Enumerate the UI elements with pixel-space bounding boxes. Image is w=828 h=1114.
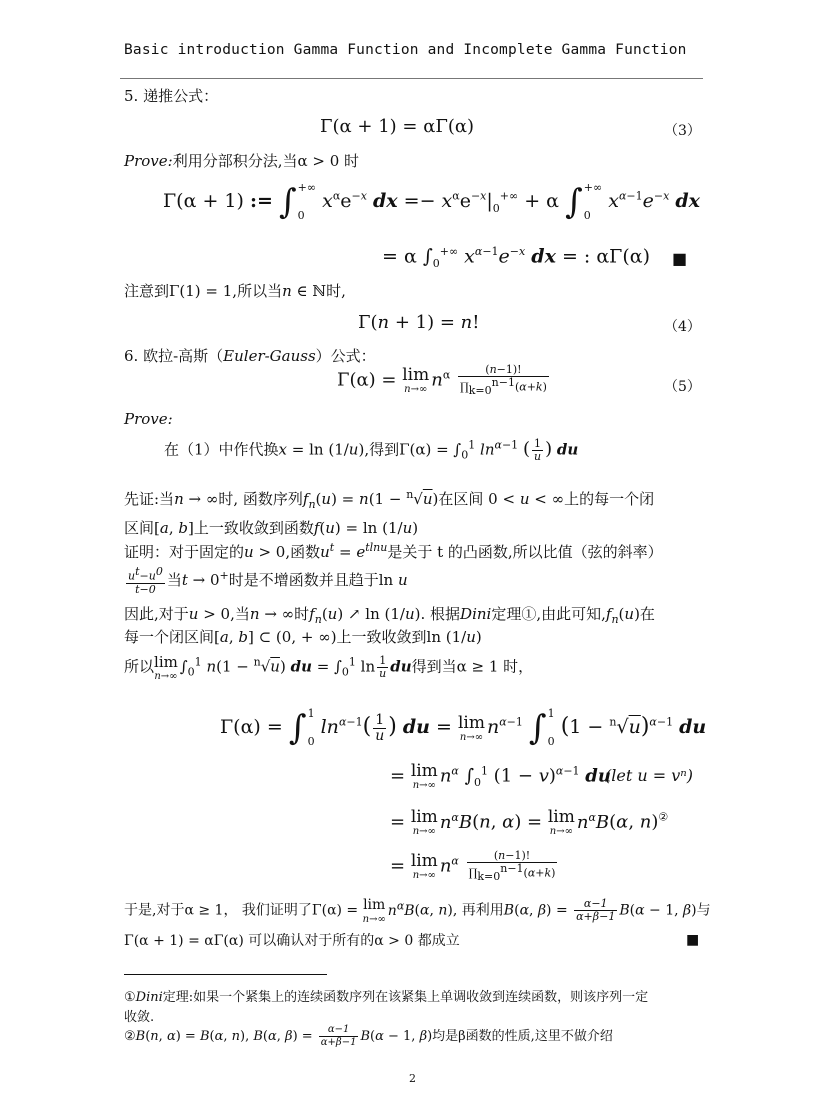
conclusion-line-2: Γ(α + 1) = αΓ(α) 可以确认对于所有的α > 0 都成立 <box>124 933 460 949</box>
footnote-separator <box>124 974 327 975</box>
derivation-line-4: = lim n→∞ $n^\alpha$ $\frac{(n-1)!}{\prod_{k=0}^{n-1}(\alpha+k)}$ <box>390 849 556 883</box>
so-line: 所以 lim n→∞ $\int_0^1$ n(1 − $^n$√u) du = $\int_0^1$ ln $\frac{1}{u}$ du得到当α ≥ 1 时， <box>124 653 534 682</box>
page-number: 2 <box>409 1072 416 1085</box>
note-line: 注意到Γ(1) = 1,所以当n ∈ ℕ时, <box>124 282 346 300</box>
proof-convex-line: 证明：对于固定的u > 0,函数$u^t = e^{tlnu}$是关于 t 的凸函数,所以比值（弦的斜率） <box>124 541 663 561</box>
qed-mark-1: ■ <box>672 249 688 268</box>
running-header: Basic introduction Gamma Function and Incomplete Gamma Function <box>124 42 687 58</box>
qed-mark-2: ■ <box>686 932 700 948</box>
substitution-step: 在（1）中作代换x = ln (1/u),得到$\Gamma(\alpha) = \int_0^1$ $\ln^{\alpha-1}$ ( $\frac{1}{u}$ ) du <box>164 437 579 463</box>
section-heading-6: 6. 欧拉-高斯（Euler-Gauss）公式： <box>124 347 376 365</box>
prove-word: Prove: <box>124 152 173 170</box>
proof-equation-line-1: Γ(α + 1) := ∫ +∞ 0 $x^\alpha e^{-x}$ dx =− $x^\alpha e^{-x}|_0^{+\infty} + \alpha$ ∫ +∞ 0 $x^{\alpha-1}e^{-x}$ dx <box>163 181 700 222</box>
derivation-line-3: = lim n→∞ $n^\alpha B(n$, α) = lim n→∞ $n^\alpha B(\alpha$, n)② <box>390 807 669 837</box>
derivation-line-1: Γ(α) = ∫ 1 0 $\ln^{\alpha-1}$( $\frac{1}{u}$ ) du = lim n→∞ $n^{\alpha-1}$ ∫ 1 0 $(1 - ^n√u)^{\alpha-1}$ du <box>220 707 707 748</box>
footnote-1-line-1: ①Dini定理:如果一个紧集上的连续函数序列在该紧集上单调收敛到连续函数，则该序列一定 <box>124 990 649 1005</box>
proof-equation-line-2: = α $\int_0^{+\infty}$ $x^{\alpha-1}e^{-x}$ dx = : αΓ(α) <box>382 245 651 271</box>
equation-4: Γ(n + 1) = n! <box>358 312 480 333</box>
footnote-2: ②B(n, α) = B(α, n), B(α, β) = $\frac{\alpha-1}{\alpha+\beta-1}$ B(α − 1, β)均是β函数的性质,这里不做介绍 <box>124 1024 613 1048</box>
let-substitution: (let u = vⁿ) <box>605 766 693 785</box>
section-heading-5: 5. 递推公式： <box>124 87 219 105</box>
claim-line-2: 区间[a, b]上一致收敛到函数f(u) = ln (1/u) <box>124 519 419 537</box>
prove-label <box>124 150 359 171</box>
header-rule <box>120 78 703 79</box>
equation-number-5: （5） <box>664 379 701 395</box>
equation-5: Γ(α) = lim n→∞ $n^\alpha$ $\frac{(n-1)!}{\prod_{k=0}^{n-1}(\alpha+k)}$ <box>337 363 547 397</box>
therefore-line-1: 因此,对于u > 0,当n → ∞时$f_n(u)$ ↗ ln (1/u). 根据Dini定理①,由此可知$,f_n(u)$在 <box>124 605 655 626</box>
prove-text: 利用分部积分法,当α > 0 时 <box>172 152 360 170</box>
footnote-1-line-2: 收敛. <box>124 1010 155 1025</box>
equation-number-4: （4） <box>664 319 701 335</box>
conclusion-line-1: 于是,对于α ≥ 1， 我们证明了Γ(α) = lim n→∞ $n^\alpha B(\alpha$, n), 再利用B(α, β) = $\frac{\alpha-1}{\alpha+\beta-1}$ B(α − 1, β)与 <box>124 897 711 925</box>
therefore-line-2: 每一个闭区间[a, b] ⊂ (0, + ∞)上一致收敛到ln (1/u) <box>124 628 482 646</box>
equation-number-3: （3） <box>664 123 701 139</box>
equation-3: Γ(α + 1) = αΓ(α) <box>320 116 475 137</box>
prove-label-2: Prove: <box>124 410 173 428</box>
claim-line-1: 先证:当n → ∞时, 函数序列$f_n(u) = n(1 - ^n√u)$在区间 0 < u < ∞上的每一个闭 <box>124 488 655 511</box>
ratio-line: $\frac{u^t-u^0}{t-0}$ 当t → 0+时是不增函数并且趋于ln u <box>128 565 408 596</box>
derivation-line-2: = lim n→∞ $n^\alpha$ $\int_0^1$ $(1 - v)^{\alpha-1}$ du <box>390 761 611 791</box>
